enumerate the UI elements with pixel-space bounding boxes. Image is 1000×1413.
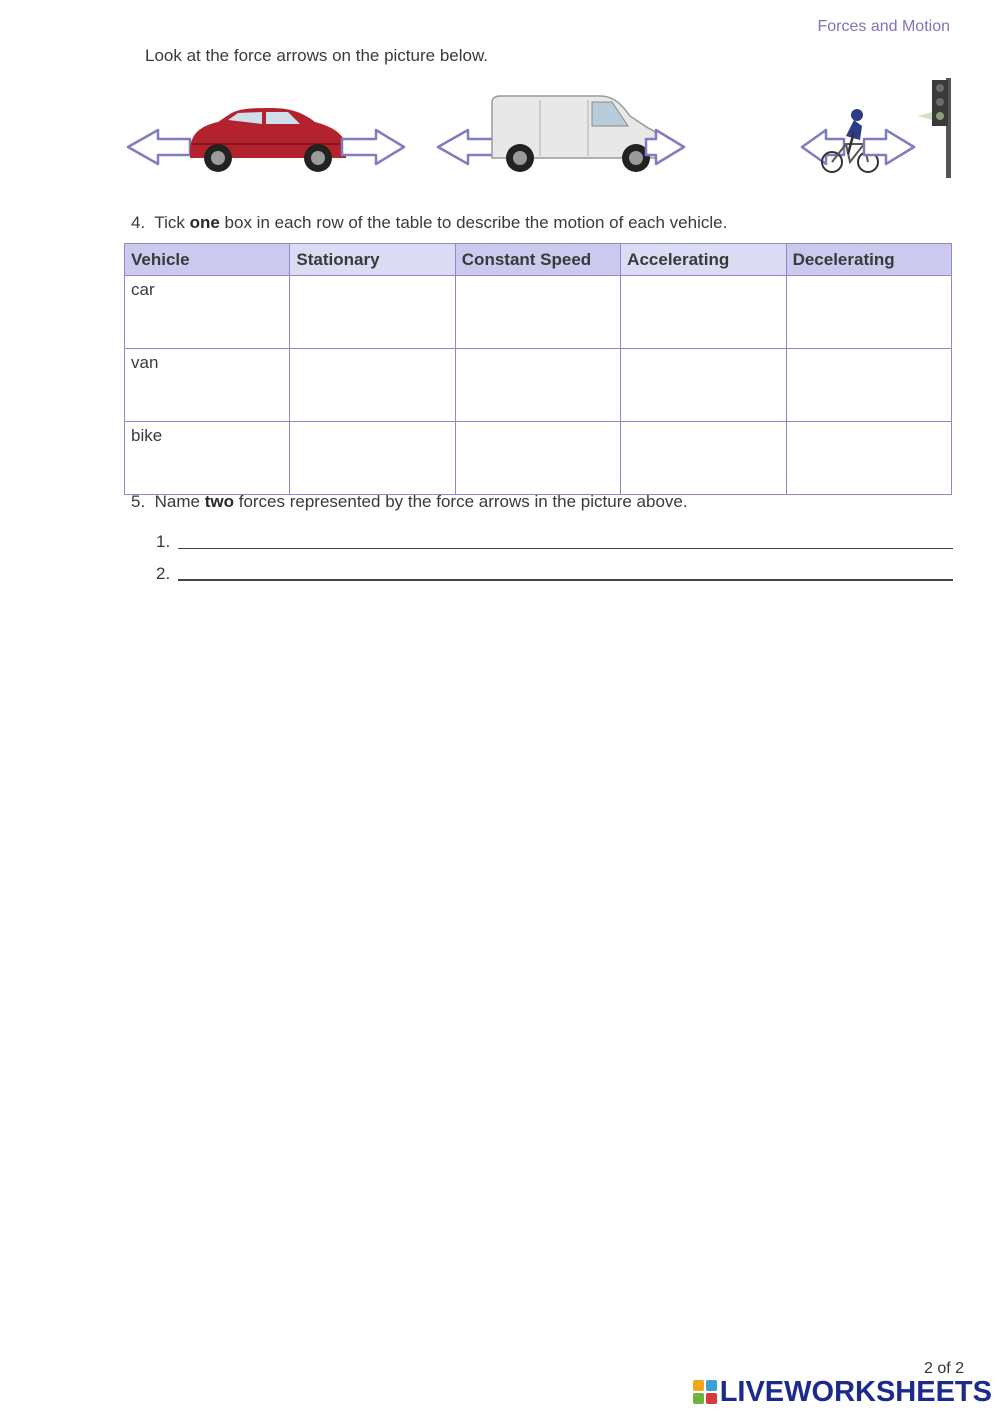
answer-line-2 <box>156 564 953 584</box>
answer-line-1 <box>156 532 953 552</box>
tick-box-bike-decelerating[interactable] <box>786 422 951 495</box>
van-illustration <box>438 96 684 172</box>
answer-1-input[interactable] <box>178 548 953 549</box>
table-row-bike <box>125 422 952 495</box>
answer-2-input[interactable] <box>178 579 953 581</box>
tick-box-van-accelerating[interactable] <box>621 349 786 422</box>
tick-box-car-constant-speed[interactable] <box>455 276 620 349</box>
white-van-icon <box>492 96 662 172</box>
bike-illustration <box>802 109 914 172</box>
question-5-number: 5. <box>131 492 146 511</box>
tick-box-car-decelerating[interactable] <box>786 276 951 349</box>
answer-1-number: 1. <box>156 532 171 551</box>
intro-instruction: Look at the force arrows on the picture below. <box>145 46 489 65</box>
question-4-text-bold: one <box>189 213 220 232</box>
car-right-force-arrow <box>342 130 404 164</box>
question-4 <box>131 213 727 233</box>
vehicle-cell-van: van <box>125 349 290 422</box>
question-5-text-pre: Name <box>154 492 205 511</box>
question-4-text-pre: Tick <box>154 213 190 232</box>
red-car-icon <box>190 108 346 172</box>
tick-box-van-decelerating[interactable] <box>786 349 951 422</box>
liveworksheets-logo-icon <box>693 1380 717 1404</box>
tick-box-car-stationary[interactable] <box>290 276 455 349</box>
vehicle-cell-car: car <box>125 276 290 349</box>
tick-box-bike-constant-speed[interactable] <box>455 422 620 495</box>
header-vehicle: Vehicle <box>125 244 290 276</box>
header-constant-speed: Constant Speed <box>455 244 620 276</box>
question-5-text-bold: two <box>204 492 234 511</box>
vehicle-cell-bike: bike <box>125 422 290 495</box>
table-row-car <box>125 276 952 349</box>
tick-box-van-constant-speed[interactable] <box>455 349 620 422</box>
question-5 <box>131 492 688 512</box>
liveworksheets-wordmark: LIVEWORKSHEETS <box>719 1375 992 1408</box>
tick-box-van-stationary[interactable] <box>290 349 455 422</box>
question-5-text-post: forces represented by the force arrows in the picture above. <box>234 492 688 511</box>
motion-table <box>124 243 952 495</box>
tick-box-bike-stationary[interactable] <box>290 422 455 495</box>
header-stationary: Stationary <box>290 244 455 276</box>
bike-right-force-arrow <box>864 130 914 164</box>
header-accelerating: Accelerating <box>621 244 786 276</box>
header-decelerating: Decelerating <box>786 244 951 276</box>
liveworksheets-brand <box>693 1376 992 1408</box>
question-4-number: 4. <box>131 213 146 232</box>
page-number: 2 of 2 <box>923 1360 964 1377</box>
page-header-title: Forces and Motion <box>817 18 950 35</box>
tick-box-car-accelerating[interactable] <box>621 276 786 349</box>
car-left-force-arrow <box>128 130 190 164</box>
traffic-light-icon <box>918 78 951 178</box>
table-row-van <box>125 349 952 422</box>
table-header-row <box>125 244 952 276</box>
car-illustration <box>128 108 404 172</box>
tick-box-bike-accelerating[interactable] <box>621 422 786 495</box>
question-4-text-post: box in each row of the table to describe the motion of each vehicle. <box>219 213 728 232</box>
vehicles-illustration <box>120 72 960 184</box>
answer-2-number: 2. <box>156 564 171 583</box>
